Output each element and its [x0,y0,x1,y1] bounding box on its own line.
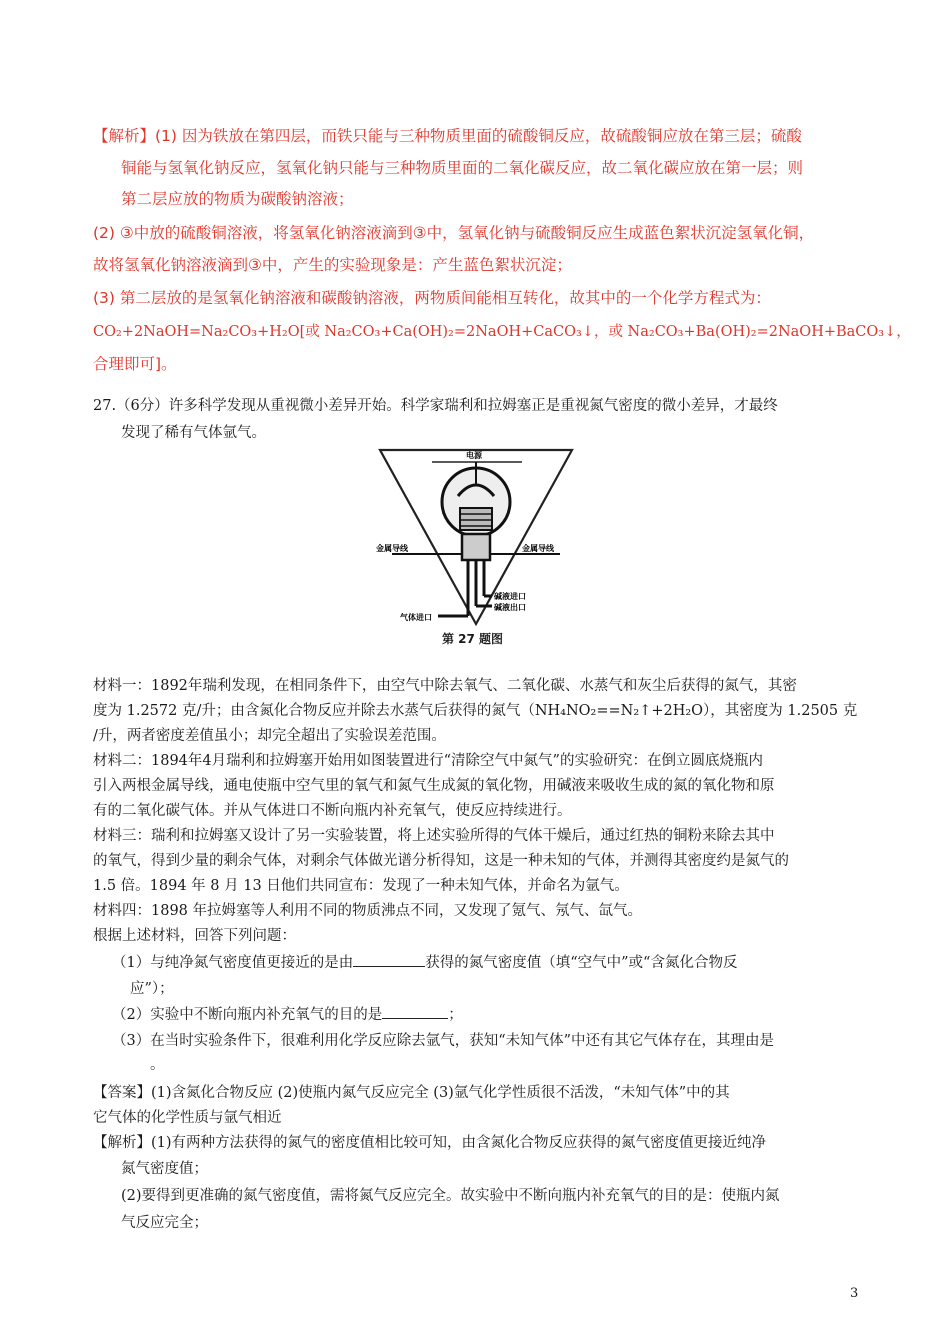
question-27-stem: 发现了稀有气体氩气。 [121,425,266,441]
analysis-red-line: 故将氢氧化钠溶液滴到③中，产生的实验现象是：产生蓝色絮状沉淀； [93,256,572,274]
analysis-line: 气反应完全； [121,1215,208,1231]
sub-question-2 [112,1003,463,1024]
page-number: 3 [850,1286,859,1301]
answer-line: 它气体的化学性质与氩气相近 [93,1110,282,1126]
answer-blank-2[interactable] [382,1004,448,1019]
analysis-red-line: (3) 第二层放的是氢氧化钠溶液和碳酸钠溶液，两物质间能相互转化，故其中的一个化学方程式为： [93,289,771,307]
figure-caption: 第 27 题图 [442,632,504,646]
material-4: 材料四：1898 年拉姆塞等人利用不同的物质沸点不同，又发现了氪气、氖气、氙气。 [93,903,643,919]
sub-question-1-text: 获得的氮气密度值（填“空气中”或“含氮化合物反 [425,955,738,971]
label-wire-right: 金属导线 [522,544,554,553]
apparatus-diagram [372,444,582,654]
label-electrode: 电源 [466,451,482,460]
sub-question-1 [112,951,737,972]
label-wire-left: 金属导线 [376,544,408,553]
analysis-line: (2)要得到更准确的氮气密度值，需将氮气反应完全。故实验中不断向瓶内补充氧气的目的是：使瓶内氮 [121,1188,780,1204]
sub-question-3-end: 。 [150,1057,165,1073]
material-3: 的氧气，得到少量的剩余气体，对剩余气体做光谱分析得知，这是一种未知的气体，并测得其密度约是氮气的 [93,853,789,869]
analysis-red-line: 【解析】(1) 因为铁放在第四层，而铁只能与三种物质里面的硫酸铜反应，故硫酸铜应放在第三层；硫酸 [93,127,802,145]
question-27-stem: 27.（6分）许多科学发现从重视微小差异开始。科学家瑞利和拉姆塞正是重视氮气密度的微小差异，才最终 [93,398,778,414]
sub-question-2-text: （2）实验中不断向瓶内补充氧气的目的是 [112,1007,383,1023]
material-3: 材料三：瑞利和拉姆塞又设计了另一实验装置，将上述实验所得的气体干燥后，通过红热的铜粉来除去其中 [93,828,775,844]
sub-question-2-text: ； [448,1007,463,1023]
sub-question-3: （3）在当时实验条件下，很难利用化学反应除去氩气，获知“未知气体”中还有其它气体存在，其理由是 [112,1033,775,1049]
material-3: 1.5 倍。1894 年 8 月 13 日他们共同宣布：发现了一种未知气体，并命名为氩气。 [93,878,629,894]
material-1: /升，两者密度差值虽小；却完全超出了实验误差范围。 [93,728,446,744]
material-2: 有的二氧化碳气体。并从气体进口不断向瓶内补充氧气，使反应持续进行。 [93,803,572,819]
analysis-red-line: 铜能与氢氧化钠反应，氢氧化钠只能与三种物质里面的二氧化碳反应，故二氧化碳应放在第一层；则 [121,159,804,177]
material-2: 引入两根金属导线，通电使瓶中空气里的氧气和氮气生成氮的氧化物，用碱液来吸收生成的氮的氧化物和原 [93,778,775,794]
sub-question-1-cont: 应”）； [130,981,174,997]
sub-question-1-text: （1）与纯净氮气密度值更接近的是由 [112,955,354,971]
label-alkali-outlet: 碱液出口 [494,603,526,612]
materials-prompt: 根据上述材料，回答下列问题： [93,928,296,944]
label-gas-inlet: 气体进口 [400,613,432,622]
answer-line: 【答案】(1)含氮化合物反应 (2)使瓶内氮气反应完全 (3)氩气化学性质很不活泼，“未知气体”中的其 [93,1085,730,1101]
answer-blank-1[interactable] [353,952,425,967]
analysis-line: 【解析】(1)有两种方法获得的氮气的密度值相比较可知，由含氮化合物反应获得的氮气密度值更接近纯净 [93,1135,767,1151]
analysis-red-equation: CO₂+2NaOH=Na₂CO₃+H₂O[或 Na₂CO₃+Ca(OH)₂=2NaOH+CaCO₃↓，或 Na₂CO₃+Ba(OH)₂=2NaOH+BaCO₃↓， [93,324,911,340]
material-1: 材料一：1892年瑞利发现，在相同条件下，由空气中除去氧气、二氧化碳、水蒸气和灰尘后获得的氮气，其密 [93,678,797,694]
material-2: 材料二：1894年4月瑞利和拉姆塞开始用如图装置进行“清除空气中氮气”的实验研究：在倒立圆底烧瓶内 [93,753,763,769]
analysis-red-line: 合理即可]。 [93,355,177,373]
material-1: 度为 1.2572 克/升；由含氮化合物反应并除去水蒸气后获得的氮气（NH₄NO₂==N₂↑+2H₂O），其密度为 1.2505 克 [93,703,858,719]
analysis-red-line: (2) ③中放的硫酸铜溶液，将氢氧化钠溶液滴到③中，氢氧化钠与硫酸铜反应生成蓝色絮状沉淀氢氧化铜， [93,224,815,242]
analysis-red-line: 第二层应放的物质为碳酸钠溶液； [121,190,354,208]
label-alkali-inlet: 碱液进口 [494,592,526,601]
analysis-line: 氮气密度值； [121,1161,208,1177]
